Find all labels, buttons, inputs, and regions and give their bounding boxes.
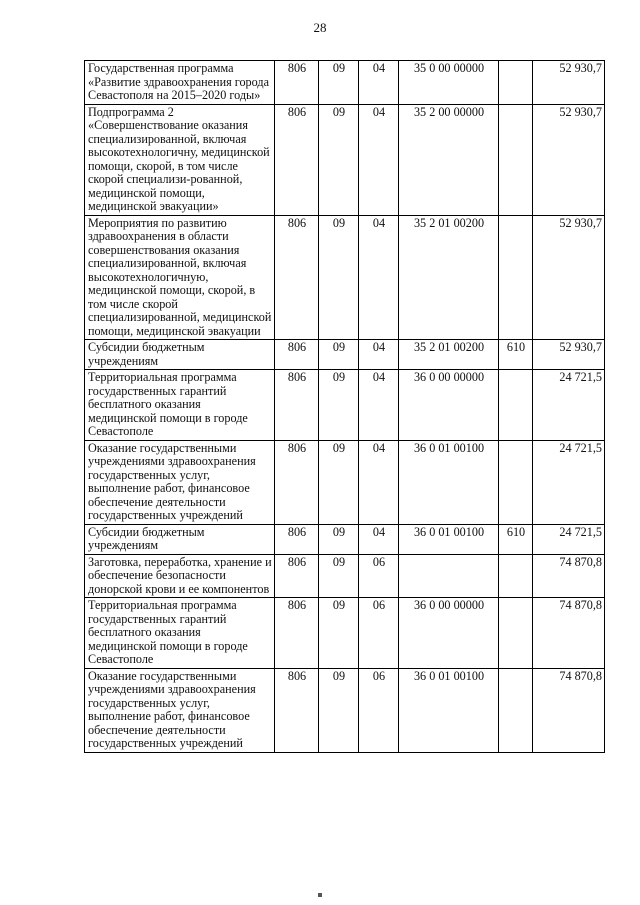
row-ministry-code: 806 <box>275 668 319 752</box>
row-name: Субсидии бюджетным учреждениям <box>85 340 275 370</box>
row-target-article <box>399 554 499 598</box>
row-subsection-code: 04 <box>359 440 399 524</box>
page-number: 28 <box>313 20 327 35</box>
row-amount: 74 870,8 <box>533 668 605 752</box>
row-ministry-code: 806 <box>275 61 319 105</box>
row-section-code: 09 <box>319 668 359 752</box>
row-section-code: 09 <box>319 215 359 340</box>
row-section-code: 09 <box>319 440 359 524</box>
table-row <box>85 554 605 598</box>
row-section-code: 09 <box>319 61 359 105</box>
row-amount: 24 721,5 <box>533 440 605 524</box>
row-target-article: 36 0 01 00100 <box>399 524 499 554</box>
row-ministry-code: 806 <box>275 524 319 554</box>
row-amount: 24 721,5 <box>533 524 605 554</box>
row-ministry-code: 806 <box>275 598 319 669</box>
row-target-article: 36 0 01 00100 <box>399 668 499 752</box>
row-name: Мероприятия по развитию здравоохранения в области совершенствования оказания специализированной, включая высокотехнологичную, медицинской помощи, скорой, в том числе скорой специализированной, медицинской помощи, медицинской эвакуации <box>85 215 275 340</box>
row-subsection-code: 04 <box>359 524 399 554</box>
budget-table <box>84 60 605 753</box>
row-amount: 52 930,7 <box>533 215 605 340</box>
table-row <box>85 524 605 554</box>
row-amount: 52 930,7 <box>533 340 605 370</box>
row-subsection-code: 04 <box>359 104 399 215</box>
row-subsection-code: 06 <box>359 668 399 752</box>
row-section-code: 09 <box>319 524 359 554</box>
row-subsection-code: 06 <box>359 554 399 598</box>
row-ministry-code: 806 <box>275 215 319 340</box>
row-target-article: 35 2 01 00200 <box>399 215 499 340</box>
row-ministry-code: 806 <box>275 104 319 215</box>
row-name: Субсидии бюджетным учреждениям <box>85 524 275 554</box>
row-amount: 74 870,8 <box>533 598 605 669</box>
row-expense-type <box>499 668 533 752</box>
row-subsection-code: 04 <box>359 215 399 340</box>
row-subsection-code: 04 <box>359 61 399 105</box>
row-expense-type <box>499 215 533 340</box>
row-name: Государственная программа «Развитие здравоохранения города Севастополя на 2015–2020 годы» <box>85 61 275 105</box>
row-target-article: 35 2 01 00200 <box>399 340 499 370</box>
row-ministry-code: 806 <box>275 554 319 598</box>
table-row <box>85 215 605 340</box>
row-section-code: 09 <box>319 104 359 215</box>
row-target-article: 36 0 00 00000 <box>399 598 499 669</box>
table-row <box>85 61 605 105</box>
row-name: Подпрограмма 2 «Совершенствование оказания специализированной, включая высокотехнологичну, медицинской помощи, скорой, в том числе скорой специализи-рованной, медицинской помощи, медицинской эвакуации» <box>85 104 275 215</box>
row-section-code: 09 <box>319 340 359 370</box>
table-row <box>85 340 605 370</box>
table-row <box>85 104 605 215</box>
row-target-article: 36 0 01 00100 <box>399 440 499 524</box>
row-expense-type: 610 <box>499 340 533 370</box>
table-row <box>85 668 605 752</box>
row-amount: 52 930,7 <box>533 61 605 105</box>
row-ministry-code: 806 <box>275 440 319 524</box>
row-expense-type <box>499 554 533 598</box>
row-amount: 24 721,5 <box>533 370 605 441</box>
table-row <box>85 598 605 669</box>
row-amount: 74 870,8 <box>533 554 605 598</box>
row-section-code: 09 <box>319 370 359 441</box>
row-name: Оказание государственными учреждениями здравоохранения государственных услуг, выполнение работ, финансовое обеспечение деятельности государственных учреждений <box>85 668 275 752</box>
row-expense-type <box>499 104 533 215</box>
row-name: Оказание государственными учреждениями здравоохранения государственных услуг, выполнение работ, финансовое обеспечение деятельности государственных учреждений <box>85 440 275 524</box>
row-target-article: 35 2 00 00000 <box>399 104 499 215</box>
row-section-code: 09 <box>319 598 359 669</box>
row-name: Территориальная программа государственных гарантий бесплатного оказания медицинской помощи в городе Севастополе <box>85 598 275 669</box>
row-subsection-code: 04 <box>359 340 399 370</box>
row-amount: 52 930,7 <box>533 104 605 215</box>
budget-table-body <box>85 61 605 753</box>
row-subsection-code: 06 <box>359 598 399 669</box>
row-subsection-code: 04 <box>359 370 399 441</box>
row-ministry-code: 806 <box>275 370 319 441</box>
scan-mark <box>318 893 322 897</box>
row-name: Заготовка, переработка, хранение и обеспечение безопасности донорской крови и ее компонентов <box>85 554 275 598</box>
row-expense-type <box>499 598 533 669</box>
row-expense-type <box>499 370 533 441</box>
row-section-code: 09 <box>319 554 359 598</box>
table-row <box>85 370 605 441</box>
row-name: Территориальная программа государственных гарантий бесплатного оказания медицинской помощи в городе Севастополе <box>85 370 275 441</box>
row-expense-type <box>499 61 533 105</box>
row-expense-type: 610 <box>499 524 533 554</box>
row-expense-type <box>499 440 533 524</box>
table-row <box>85 440 605 524</box>
row-target-article: 35 0 00 00000 <box>399 61 499 105</box>
row-ministry-code: 806 <box>275 340 319 370</box>
row-target-article: 36 0 00 00000 <box>399 370 499 441</box>
